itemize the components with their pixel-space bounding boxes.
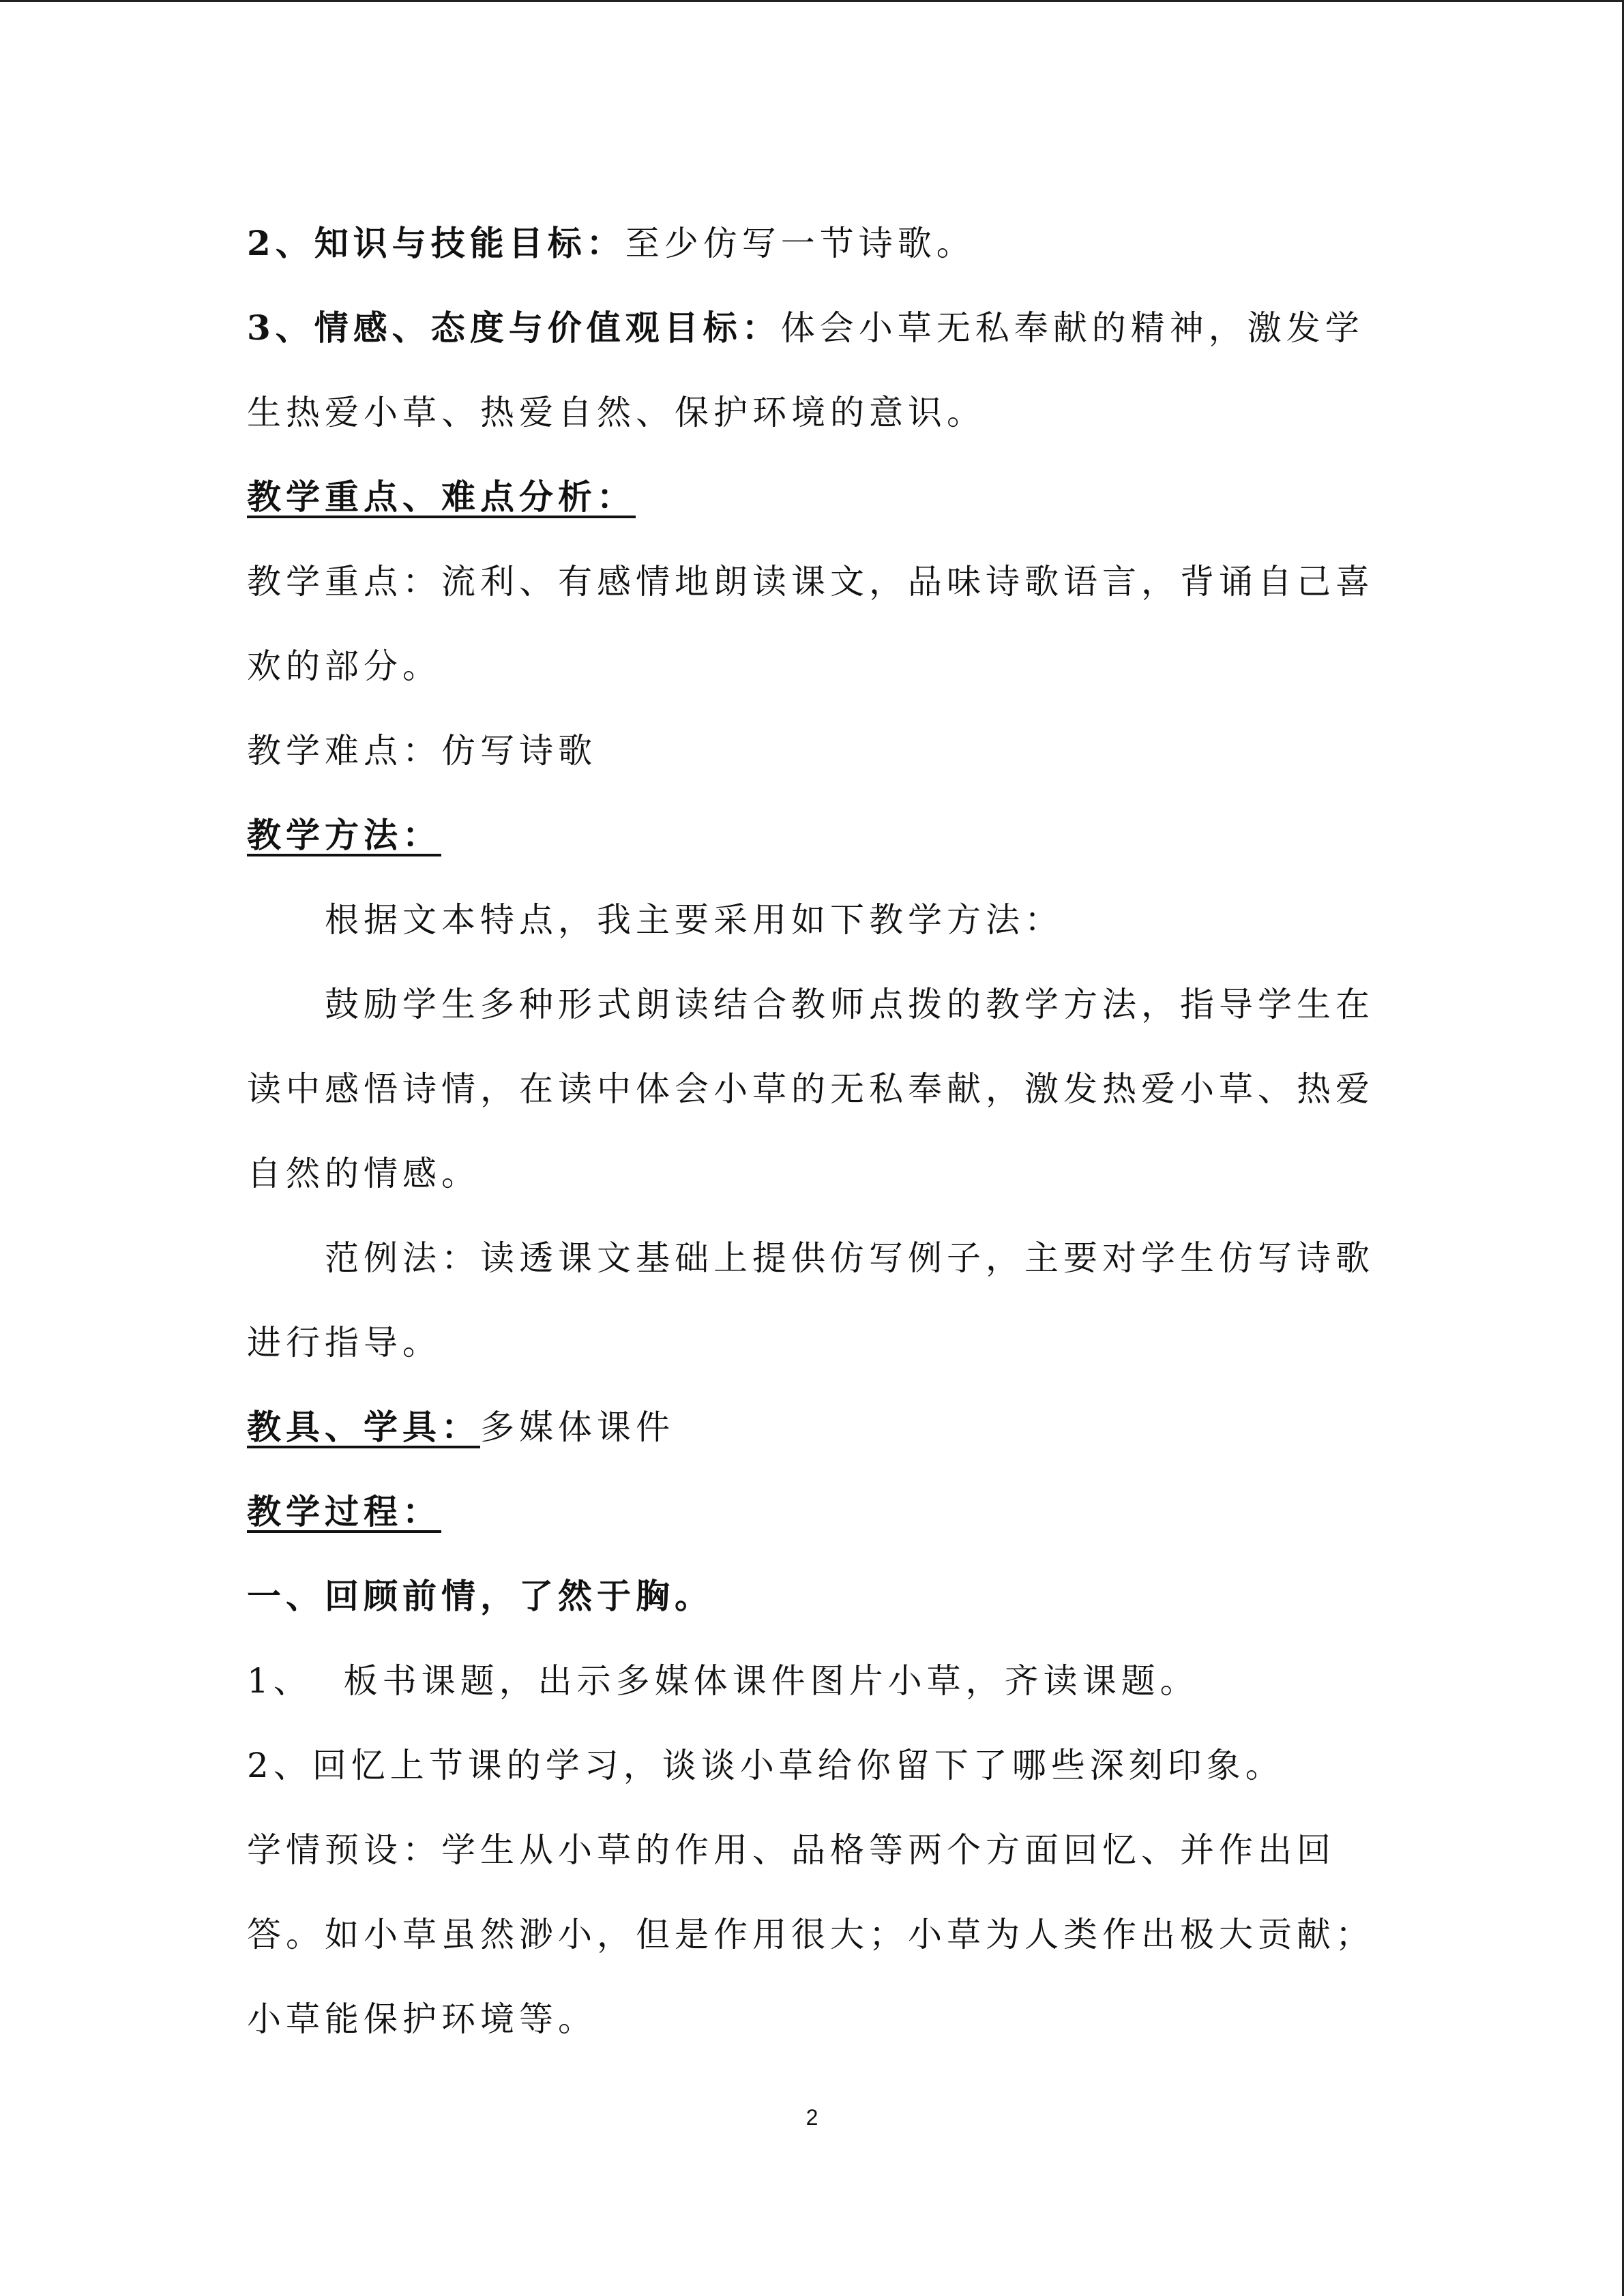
process-heading: 教学过程： bbox=[247, 1491, 441, 1532]
emotion-objective-label: 3、情感、态度与价值观目标： bbox=[247, 308, 781, 348]
tools-text: 多媒体课件 bbox=[480, 1407, 675, 1447]
tools-line bbox=[247, 1385, 1393, 1470]
methods-heading: 教学方法： bbox=[247, 815, 441, 855]
knowledge-objective bbox=[247, 201, 1393, 286]
process-step-2: 2、回忆上节课的学习，谈谈小草给你留下了哪些深刻印象。 bbox=[247, 1746, 1284, 1785]
knowledge-objective-text: 至少仿写一节诗歌。 bbox=[625, 224, 975, 263]
process-step-1: 1、 板书课题，出示多媒体课件图片小草，齐读课题。 bbox=[247, 1661, 1199, 1701]
teaching-difficulty: 教学难点：仿写诗歌 bbox=[247, 731, 597, 771]
emotion-objective bbox=[247, 286, 1393, 455]
key-points-heading: 教学重点、难点分析： bbox=[247, 477, 636, 517]
emotion-objective-text: 体会小草无私奉献的精神，激发学生热爱小草、热爱自然、保护环境的意识。 bbox=[247, 308, 1364, 432]
process-section-1: 一、回顾前情，了然于胸。 bbox=[247, 1576, 713, 1616]
knowledge-objective-label: 2、知识与技能目标： bbox=[247, 223, 625, 263]
method-reading: 鼓励学生多种形式朗读结合教师点拨的教学方法，指导学生在读中感悟诗情，在读中体会小草的无私奉献，激发热爱小草、热爱自然的情感。 bbox=[247, 985, 1374, 1193]
tools-label: 教具、学具： bbox=[247, 1407, 480, 1447]
teaching-focus: 教学重点：流利、有感情地朗读课文，品味诗歌语言，背诵自己喜欢的部分。 bbox=[247, 562, 1374, 686]
page-number: 2 bbox=[806, 2105, 818, 2130]
methods-intro: 根据文本特点，我主要采用如下教学方法： bbox=[325, 900, 1063, 940]
learning-preset: 学情预设：学生从小草的作用、品格等两个方面回忆、并作出回答。如小草虽然渺小，但是作用很大；小草为人类作出极大贡献；小草能保护环境等。 bbox=[247, 1830, 1374, 2039]
method-example: 范例法：读透课文基础上提供仿写例子，主要对学生仿写诗歌进行指导。 bbox=[247, 1238, 1374, 1362]
